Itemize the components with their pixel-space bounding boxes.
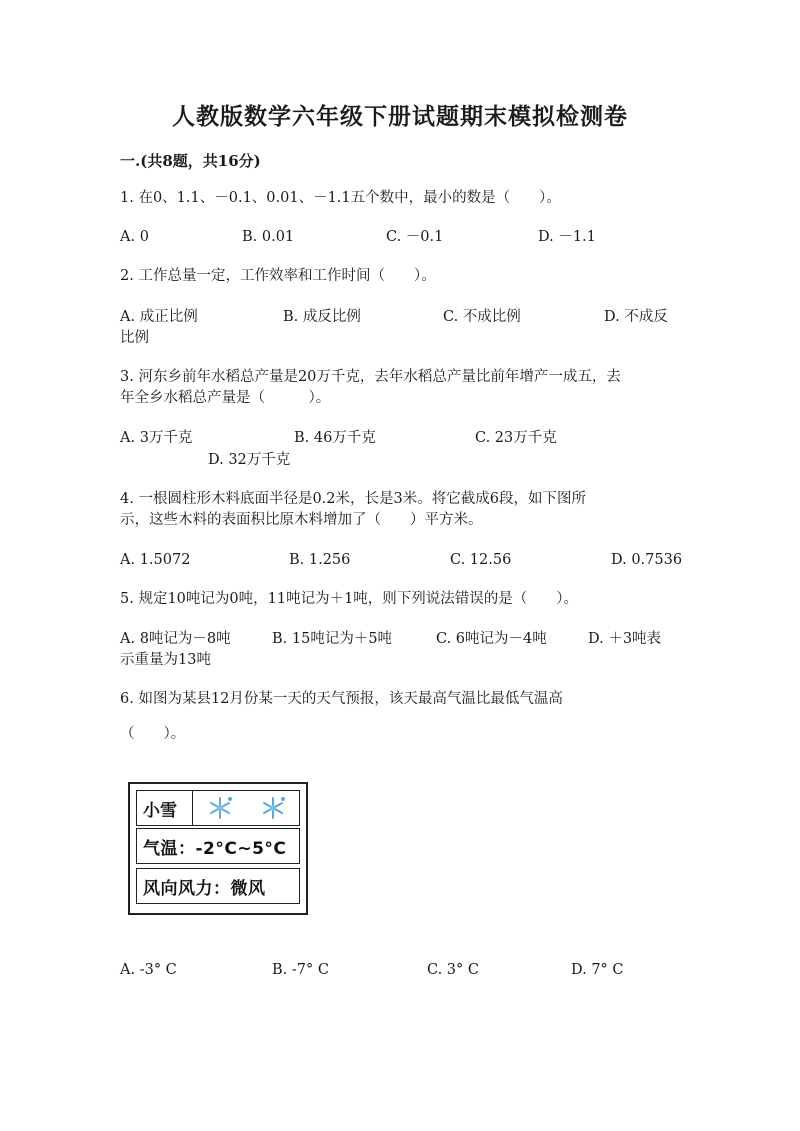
q6-option-b[interactable]: B. -7° C (272, 962, 329, 978)
question-6-stem-line1: 6. 如图为某县12月份某一天的天气预报，该天最高气温比最低气温高 (120, 691, 563, 707)
q4-option-d[interactable]: D. 0.7536 (611, 552, 683, 568)
q5-option-d[interactable]: D. ＋3吨表 (588, 631, 662, 647)
q4-option-a[interactable]: A. 1.5072 (120, 552, 191, 568)
question-1-stem: 1. 在0、1.1、－0.1、0.01、－1.1五个数中，最小的数是（ ）。 (120, 190, 561, 206)
weather-wind-row (136, 868, 300, 904)
question-3-stem-line1: 3. 河东乡前年水稻总产量是20万千克，去年水稻总产量比前年增产一成五，去 (120, 369, 621, 385)
weather-temperature-text: 气温：-2°C~5°C (143, 838, 287, 859)
weather-condition-row (136, 790, 300, 826)
q3-option-c[interactable]: C. 23万千克 (475, 430, 557, 446)
weather-wind-text: 风向风力：微风 (143, 878, 266, 899)
q5-option-b[interactable]: B. 15吨记为＋5吨 (272, 631, 393, 647)
exam-title: 人教版数学六年级下册试题期末模拟检测卷 (172, 103, 628, 130)
question-2-stem: 2. 工作总量一定，工作效率和工作时间（ ）。 (120, 268, 436, 284)
q2-option-c[interactable]: C. 不成比例 (443, 309, 521, 325)
question-3-stem-line2: 年全乡水稻总产量是（ ）。 (120, 390, 331, 406)
q1-option-c[interactable]: C. －0.1 (386, 229, 444, 245)
question-4-stem-line2: 示，这些木料的表面积比原木料增加了（ ）平方米。 (120, 512, 483, 528)
q3-option-d[interactable]: D. 32万千克 (208, 452, 291, 468)
q4-option-c[interactable]: C. 12.56 (450, 552, 512, 568)
q6-option-c[interactable]: C. 3° C (427, 962, 479, 978)
q3-option-a[interactable]: A. 3万千克 (120, 430, 193, 446)
weather-condition-label: 小雪 (137, 791, 193, 825)
snowflake-icon (258, 795, 288, 821)
q1-option-d[interactable]: D. －1.1 (538, 229, 596, 245)
q5-option-c[interactable]: C. 6吨记为－4吨 (436, 631, 547, 647)
q5-option-d-continued: 示重量为13吨 (120, 652, 211, 668)
q2-option-d-continued: 比例 (120, 330, 149, 346)
q6-option-d[interactable]: D. 7° C (571, 962, 624, 978)
q1-option-b[interactable]: B. 0.01 (242, 229, 295, 245)
q2-option-d[interactable]: D. 不成反 (604, 309, 668, 325)
weather-forecast-card (128, 782, 308, 915)
q1-option-a[interactable]: A. 0 (120, 229, 149, 245)
q5-option-a[interactable]: A. 8吨记为－8吨 (120, 631, 231, 647)
q2-option-b[interactable]: B. 成反比例 (283, 309, 361, 325)
section-heading: 一.(共8题，共16分) (120, 152, 261, 170)
q2-option-a[interactable]: A. 成正比例 (120, 309, 198, 325)
q4-option-b[interactable]: B. 1.256 (289, 552, 351, 568)
q6-option-a[interactable]: A. -3° C (120, 962, 177, 978)
weather-temperature-row (136, 828, 300, 864)
snowflake-icon (205, 795, 235, 821)
question-5-stem: 5. 规定10吨记为0吨，11吨记为＋1吨，则下列说法错误的是（ ）。 (120, 591, 579, 607)
q3-option-b[interactable]: B. 46万千克 (294, 430, 376, 446)
question-4-stem-line1: 4. 一根圆柱形木料底面半径是0.2米，长是3米。将它截成6段，如下图所 (120, 491, 586, 507)
question-6-stem-line2: （ ）。 (120, 726, 186, 742)
